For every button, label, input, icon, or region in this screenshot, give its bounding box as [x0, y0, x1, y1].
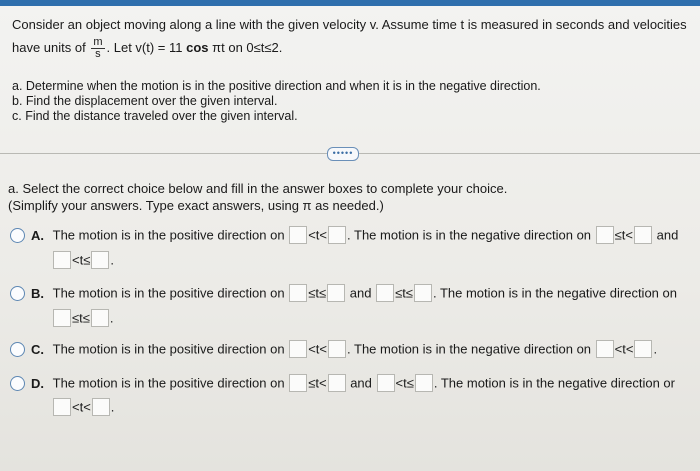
answer-box[interactable] [289, 226, 307, 244]
answer-box[interactable] [53, 309, 71, 327]
choice-b-radio[interactable] [10, 286, 25, 301]
inequality-symbol: <t< [308, 341, 328, 357]
choice-d[interactable] [10, 374, 675, 392]
inequality-symbol: <t< [614, 341, 634, 357]
question-parts [12, 79, 541, 124]
part-b: b. Find the displacement over the given interval. [12, 94, 278, 108]
inequality-symbol: ≤t< [614, 227, 634, 243]
choice-a-text-2: . The motion is in the negative direction on [347, 227, 592, 243]
velocity-definition: . Let v(t) = 11 [106, 39, 183, 55]
answer-box[interactable] [327, 284, 345, 302]
inequality-symbol: ≤t≤ [395, 285, 413, 301]
units-prefix: have units of [12, 39, 86, 55]
answer-box[interactable] [415, 374, 433, 392]
units-denominator: s [95, 48, 101, 60]
choice-a-text-1: The motion is in the positive direction on [52, 227, 285, 243]
choice-b-text-2: and [349, 285, 372, 301]
inequality-symbol: <t≤ [395, 375, 414, 391]
choice-a[interactable] [10, 226, 678, 244]
answer-box[interactable] [91, 251, 109, 269]
answer-box[interactable] [289, 284, 307, 302]
instructions-line-1: a. Select the correct choice below and fill in the answer boxes to complete your choice. [8, 181, 508, 196]
interval-text: πt on 0≤t≤2. [212, 39, 283, 55]
answer-box[interactable] [596, 340, 614, 358]
choice-a-letter: A. [31, 227, 44, 243]
units-numerator: m [93, 36, 103, 48]
part-c: c. Find the distance traveled over the given interval. [12, 109, 298, 123]
answer-box[interactable] [53, 251, 71, 269]
answer-box[interactable] [376, 284, 394, 302]
question-page [0, 6, 700, 471]
answer-box[interactable] [328, 374, 346, 392]
choice-b-text-3: . The motion is in the negative direction on [432, 285, 677, 301]
inequality-symbol: ≤t< [308, 375, 327, 391]
choice-b-letter: B. [31, 285, 44, 301]
choice-a-radio[interactable] [10, 228, 25, 243]
answer-box[interactable] [289, 374, 307, 392]
answer-box[interactable] [414, 284, 432, 302]
period: . [653, 341, 658, 357]
answer-box[interactable] [289, 340, 307, 358]
inequality-symbol: <t≤ [72, 252, 91, 268]
period: . [110, 252, 114, 268]
answer-box[interactable] [91, 309, 109, 327]
inequality-symbol: ≤t≤ [72, 310, 90, 326]
choice-d-radio[interactable] [10, 376, 25, 391]
inequality-symbol: ≤t≤ [308, 285, 327, 301]
choice-b-text-1: The motion is in the positive direction on [52, 285, 285, 301]
period: . [110, 399, 115, 415]
question-line-1: Consider an object moving along a line with the given velocity v. Assume time t is measured in seconds and velocities [12, 17, 687, 32]
choice-a-row-2 [52, 251, 114, 269]
answer-box[interactable] [596, 226, 614, 244]
choice-d-letter: D. [31, 375, 44, 391]
choice-c-text-2: . The motion is in the negative direction on [347, 341, 592, 357]
choice-b[interactable] [10, 284, 677, 302]
choice-c-radio[interactable] [10, 342, 25, 357]
answer-box[interactable] [377, 374, 395, 392]
answer-box[interactable] [53, 398, 71, 416]
choice-d-row-2 [52, 398, 114, 416]
answer-box[interactable] [92, 398, 110, 416]
part-a: a. Determine when the motion is in the positive direction and when it is in the negative direction. [12, 79, 541, 93]
period: . [109, 310, 114, 326]
more-button[interactable]: ••••• [327, 147, 359, 161]
answer-box[interactable] [634, 226, 652, 244]
instructions-line-2: (Simplify your answers. Type exact answers, using π as needed.) [8, 198, 384, 213]
choice-d-text-2: and [350, 375, 372, 391]
answer-box[interactable] [328, 226, 346, 244]
units-fraction [91, 37, 104, 60]
question-line-2 [12, 37, 282, 60]
answer-box[interactable] [634, 340, 652, 358]
choice-d-text-1: The motion is in the positive direction on [52, 375, 285, 391]
choice-c-text-1: The motion is in the positive direction on [52, 341, 285, 357]
choice-a-text-3: and [656, 227, 679, 243]
choice-c-letter: C. [31, 341, 44, 357]
inequality-symbol: <t< [72, 399, 91, 415]
choice-b-row-2 [52, 309, 114, 327]
choice-d-text-3: . The motion is in the negative direction or [433, 375, 675, 391]
answer-box[interactable] [328, 340, 346, 358]
choice-c[interactable] [10, 340, 657, 358]
cos-word: cos [186, 39, 209, 55]
inequality-symbol: <t< [308, 227, 328, 243]
